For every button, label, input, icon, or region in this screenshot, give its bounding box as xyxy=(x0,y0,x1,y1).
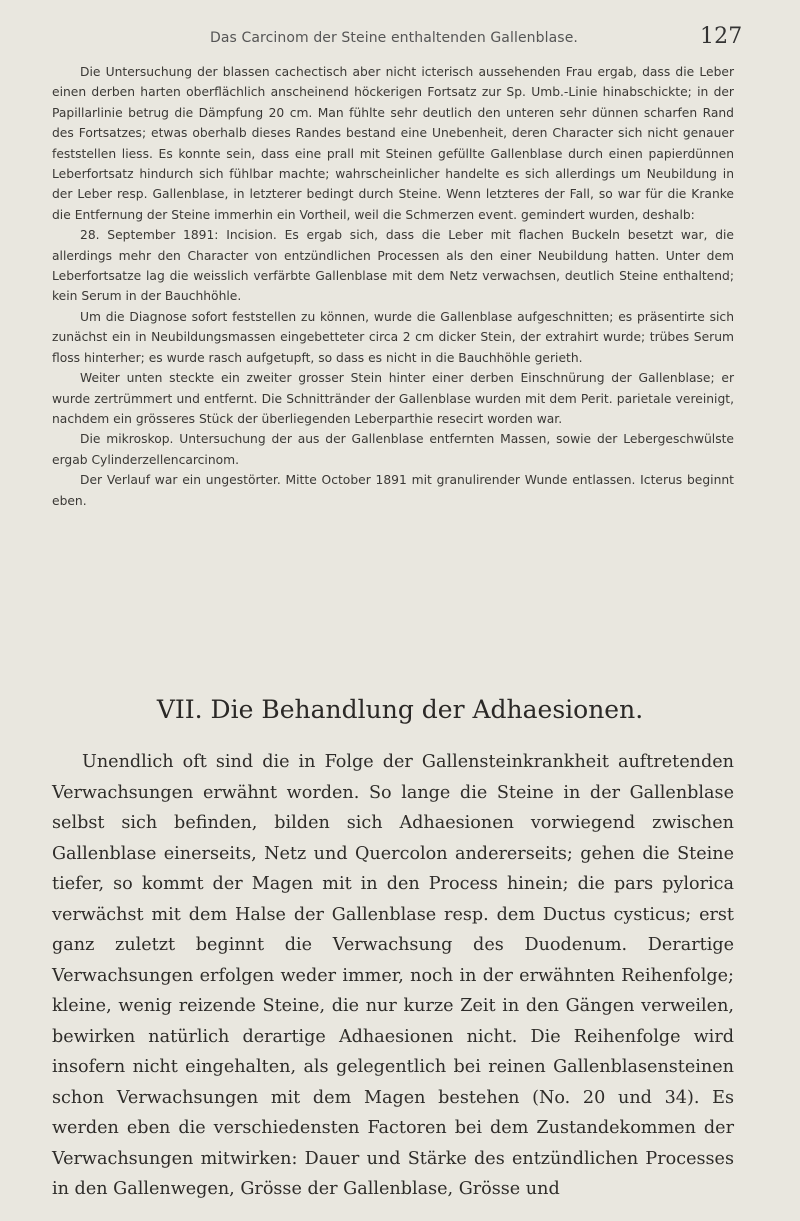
paragraph: Um die Diagnose sofort feststellen zu können, wurde die Gallenblase aufgeschnitten; es präsentirte sich zunächst ein in Neubildungsmassen eingebetteter circa 2 cm dicker Stein, der extrahirt wurde; trübes Serum floss hinterher; es wurde rasch aufgetupft, so dass es nicht in die Bauchhöhle gerieth. xyxy=(52,309,734,365)
case-report-text xyxy=(52,62,734,511)
paragraph: Die mikroskop. Untersuchung der aus der Gallenblase entfernten Massen, sowie der Lebergeschwülste ergab Cylinderzellencarcinom. xyxy=(52,432,734,467)
section-body xyxy=(52,747,734,1205)
paragraph: 28. September 1891: Incision. Es ergab sich, dass die Leber mit flachen Buckeln besetzt war, die allerdings mehr den Character von entzündlichen Processen als den einer Neubildung hatten. Unter dem Leberfortsatze lag die weisslich verfärbte Gallenblase mit dem Netz verwachsen, deutlich Steine enthaltend; kein Serum in der Bauchhöhle. xyxy=(52,228,734,304)
paragraph: Der Verlauf war ein ungestörter. Mitte October 1891 mit granulirender Wunde entlassen. Icterus beginnt eben. xyxy=(52,473,734,508)
section-heading: VII. Die Behandlung der Adhaesionen. xyxy=(156,695,644,724)
running-title: Das Carcinom der Steine enthaltenden Gallenblase. xyxy=(210,30,578,46)
paragraph: Die Untersuchung der blassen cachectisch aber nicht icterisch aussehenden Frau ergab, dass die Leber einen derben harten oberflächlich anscheinend höckerigen Fortsatz zur Sp. Umb.-Linie hinabschickte; in der Papillarlinie betrug die Dämpfung 20 cm. Man fühlte sehr deutlich den unteren sehr dünnen scharfen Rand des Fortsatzes; etwas oberhalb dieses Randes bestand eine Unebenheit, deren Character sich nicht genauer feststellen liess. Es konnte sein, dass eine prall mit Steinen gefüllte Gallenblase durch einen papierdünnen Leberfortsatz hindurch sich fühlbar machte; wahrscheinlicher handelte es sich allerdings um Neubildung in der Leber resp. Gallenblase, in letzterer bedingt durch Steine. Wenn letzteres der Fall, so war für die Kranke die Entfernung der Steine immerhin ein Vortheil, weil die Schmerzen event. gemindert wurden, deshalb: xyxy=(52,65,734,222)
paragraph: Unendlich oft sind die in Folge der Gallensteinkrankheit auftretenden Verwachsungen erwähnt worden. So lange die Steine in der Gallenblase selbst sich befinden, bilden sich Adhaesionen vorwiegend zwischen Gallenblase einerseits, Netz und Quercolon andererseits; gehen die Steine tiefer, so kommt der Magen mit in den Process hinein; die pars pylorica verwächst mit dem Halse der Gallenblase resp. dem Ductus cysticus; erst ganz zuletzt beginnt die Verwachsung des Duodenum. Derartige Verwachsungen erfolgen weder immer, noch in der erwähnten Reihenfolge; kleine, wenig reizende Steine, die nur kurze Zeit in den Gängen verweilen, bewirken natürlich derartige Adhaesionen nicht. Die Reihenfolge wird insofern nicht eingehalten, als gelegentlich bei reinen Gallenblasensteinen schon Verwachsungen mit dem Magen bestehen (No. 20 und 34). Es werden eben die verschiedensten Factoren bei dem Zustandekommen der Verwachsungen mitwirken: Dauer und Stärke des entzündlichen Processes in den Gallenwegen, Grösse der Gallenblase, Grösse und xyxy=(52,752,734,1199)
paragraph: Weiter unten steckte ein zweiter grosser Stein hinter einer derben Einschnürung der Gallenblase; er wurde zertrümmert und entfernt. Die Schnittränder der Gallenblase wurden mit dem Perit. parietale vereinigt, nachdem ein grösseres Stück der überliegenden Leberparthie resecirt worden war. xyxy=(52,371,734,426)
page-number: 127 xyxy=(700,24,743,49)
